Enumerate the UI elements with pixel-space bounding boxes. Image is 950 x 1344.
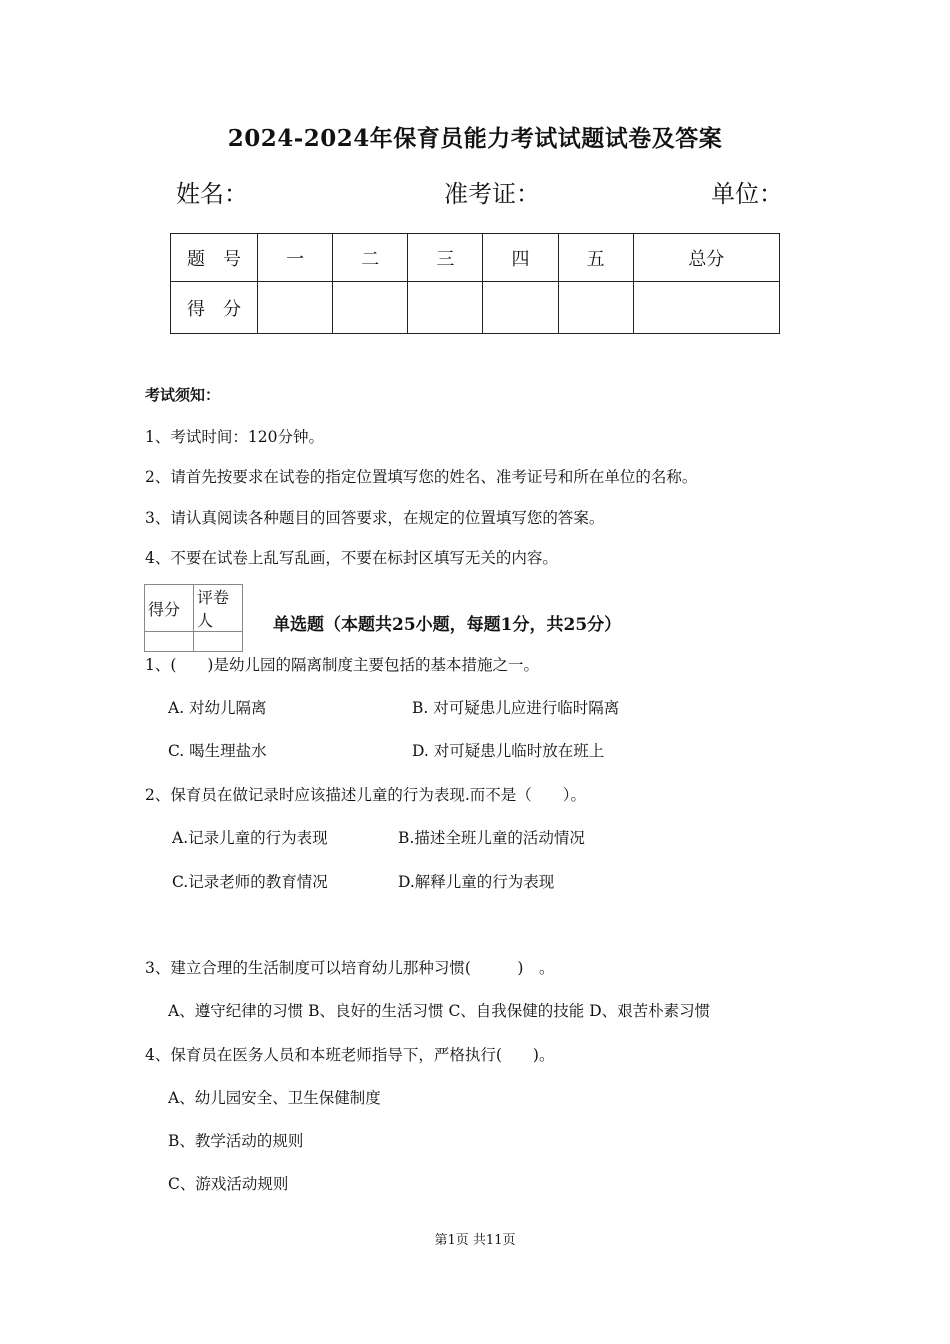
score-table-score-row: [171, 282, 780, 334]
question-option[interactable]: B.描述全班儿童的活动情况: [398, 829, 585, 847]
question-option[interactable]: B、教学活动的规则: [168, 1132, 304, 1150]
grader-box: [144, 584, 243, 652]
question-option[interactable]: C. 喝生理盐水: [168, 742, 267, 760]
notice-item: 4、不要在试卷上乱写乱画，不要在标封区填写无关的内容。: [145, 549, 558, 567]
score-cell-4[interactable]: [483, 282, 558, 334]
question-option[interactable]: D. 对可疑患儿临时放在班上: [412, 742, 605, 760]
grader-score-label: 得分: [145, 585, 194, 632]
notice-heading: 考试须知：: [145, 386, 221, 404]
name-field-label: 姓名：: [176, 180, 248, 208]
question-stem: 3、建立合理的生活制度可以培育幼儿那种习惯( ) 。: [145, 959, 555, 977]
question-option[interactable]: D.解释儿童的行为表现: [398, 873, 555, 891]
question-stem: 1、( )是幼儿园的隔离制度主要包括的基本措施之一。: [145, 656, 539, 674]
score-cell-2[interactable]: [333, 282, 408, 334]
exam-number-field-label: 准考证：: [444, 180, 540, 208]
grader-reviewer-label: 评卷人: [194, 585, 243, 632]
score-table: [170, 233, 780, 334]
question-option[interactable]: B. 对可疑患儿应进行临时隔离: [412, 699, 620, 717]
question-stem: 4、保育员在医务人员和本班老师指导下，严格执行( )。: [145, 1046, 555, 1064]
score-table-col-5: 五: [558, 234, 633, 282]
notice-item: 3、请认真阅读各种题目的回答要求，在规定的位置填写您的答案。: [145, 509, 605, 527]
section-title: 单选题（本题共25小题，每题1分，共25分）: [273, 615, 622, 635]
question-option[interactable]: C、游戏活动规则: [168, 1175, 289, 1193]
score-table-col-4: 四: [483, 234, 558, 282]
unit-field-label: 单位：: [711, 180, 783, 208]
score-table-header-row: [171, 234, 780, 282]
page-title: 2024-2024年保育员能力考试试题试卷及答案: [227, 125, 723, 152]
score-cell-3[interactable]: [408, 282, 483, 334]
score-table-col-3: 三: [408, 234, 483, 282]
notice-item: 2、请首先按要求在试卷的指定位置填写您的姓名、准考证号和所在单位的名称。: [145, 468, 698, 486]
question-option[interactable]: A、幼儿园安全、卫生保健制度: [168, 1089, 381, 1107]
question-stem: 2、保育员在做记录时应该描述儿童的行为表现.而不是（ ）。: [145, 786, 587, 804]
score-table-score-label: 得 分: [171, 282, 258, 334]
question-option[interactable]: C.记录老师的教育情况: [172, 873, 328, 891]
question-options-line[interactable]: A、遵守纪律的习惯 B、良好的生活习惯 C、自我保健的技能 D、艰苦朴素习惯: [168, 1002, 711, 1020]
question-option[interactable]: A. 对幼儿隔离: [168, 699, 267, 717]
grader-reviewer-cell[interactable]: [194, 632, 243, 652]
score-table-col-1: 一: [258, 234, 333, 282]
score-table-col-total: 总分: [633, 234, 779, 282]
grader-score-cell[interactable]: [145, 632, 194, 652]
score-cell-1[interactable]: [258, 282, 333, 334]
score-cell-total[interactable]: [633, 282, 779, 334]
score-table-header-label: 题 号: [171, 234, 258, 282]
score-cell-5[interactable]: [558, 282, 633, 334]
page-footer: 第1页 共11页: [434, 1233, 516, 1248]
question-option[interactable]: A.记录儿童的行为表现: [172, 829, 328, 847]
notice-item: 1、考试时间：120分钟。: [145, 428, 324, 446]
score-table-col-2: 二: [333, 234, 408, 282]
